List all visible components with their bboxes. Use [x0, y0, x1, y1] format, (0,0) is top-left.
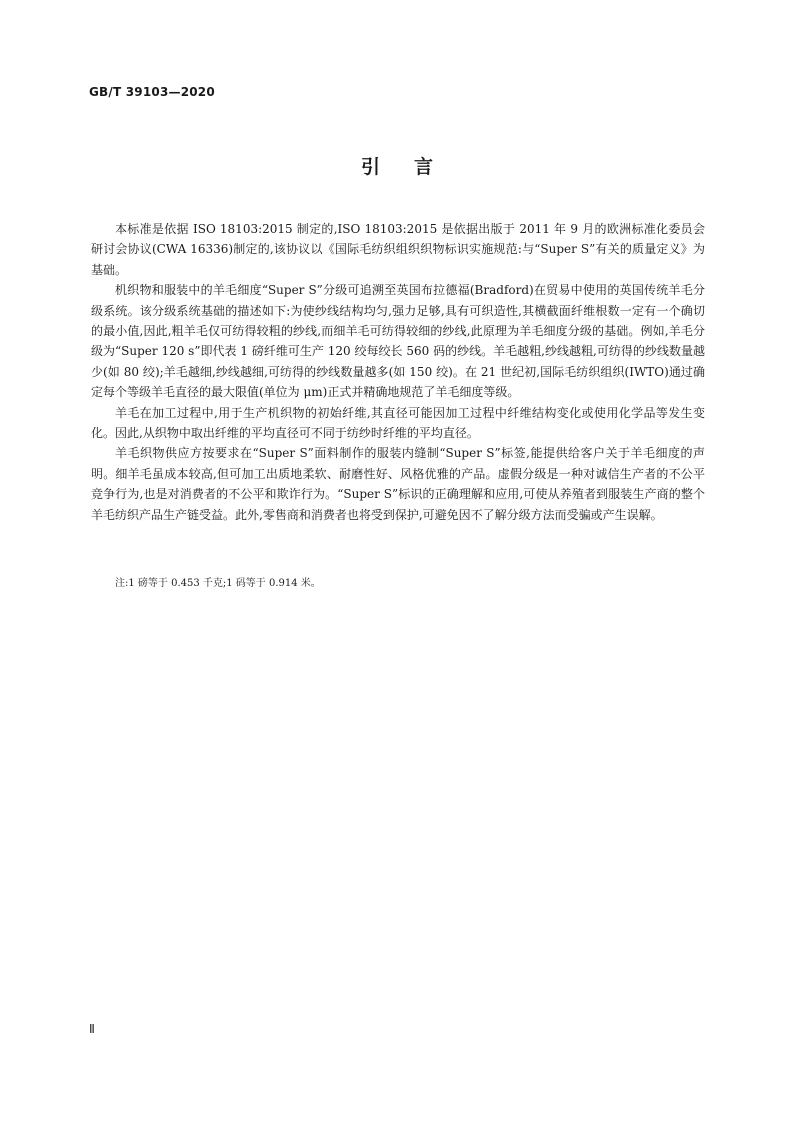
page-number: Ⅱ — [89, 1022, 95, 1036]
paragraph-labeling: 羊毛织物供应方按要求在“Super S”面料制作的服装内缝制“Super S”标签,能提供给客户关于羊毛细度的声明。细羊毛虽成本较高,但可加工出质地柔软、耐磨性好、风格优雅的产品。虚假分级是一种对诚信生产者的不公平竞争行为,也是对消费者的不公平和欺诈行为。“Super S”标识的正确理解和应用,可使从养殖者到服装生产商的整个羊毛纺织产品生产链受益。此外,零售商和消费者也将受到保护,可避免因不了解分级方法而受骗或产生误解。 — [91, 446, 705, 522]
paragraph-grading-history: 机织物和服装中的羊毛细度“Super S”分级可追溯至英国布拉德福(Bradford)在贸易中使用的英国传统羊毛分级系统。该分级系统基础的描述如下:为使纱线结构均匀,强力足够,具有可织造性,其横截面纤维根数一定有一个确切的最小值,因此,粗羊毛仅可纺得较粗的纱线,而细羊毛可纺得较细的纱线,此原理为羊毛细度分级的基础。例如,羊毛分级为“Super 120 s”即代表 1 磅纤维可生产 120 绞每绞长 560 码的纱线。羊毛越粗,纱线越粗,可纺得的纱线数量越少(如 80 绞);羊毛越细,纱线越细,可纺得的纱线数量越多(如 150 绞)。在 21 世纪初,国际毛纺织组织(IWTO)通过确定每个等级羊毛直径的最大限值(单位为 μm)正式并精确地规范了羊毛细度等级。 — [91, 283, 705, 400]
standard-code: GB/T 39103—2020 — [89, 85, 215, 99]
paragraph-basis: 本标准是依据 ISO 18103:2015 制定的,ISO 18103:2015 是依据出版于 2011 年 9 月的欧洲标准化委员会研讨会协议(CWA 16336)制定的,该协议以《国际毛纺织组织织物标识实施规范:与“Super S”有关的质量定义》为基础。 — [91, 222, 705, 277]
unit-note: 注:1 磅等于 0.453 千克;1 码等于 0.914 米。 — [115, 578, 321, 589]
paragraph-processing: 羊毛在加工过程中,用于生产机织物的初始纤维,其直径可能因加工过程中纤维结构变化或使用化学品等发生变化。因此,从织物中取出纤维的平均直径可不同于纺纱时纤维的平均直径。 — [91, 405, 705, 441]
page-title: 引言 — [360, 156, 467, 178]
introduction-body — [91, 219, 705, 525]
